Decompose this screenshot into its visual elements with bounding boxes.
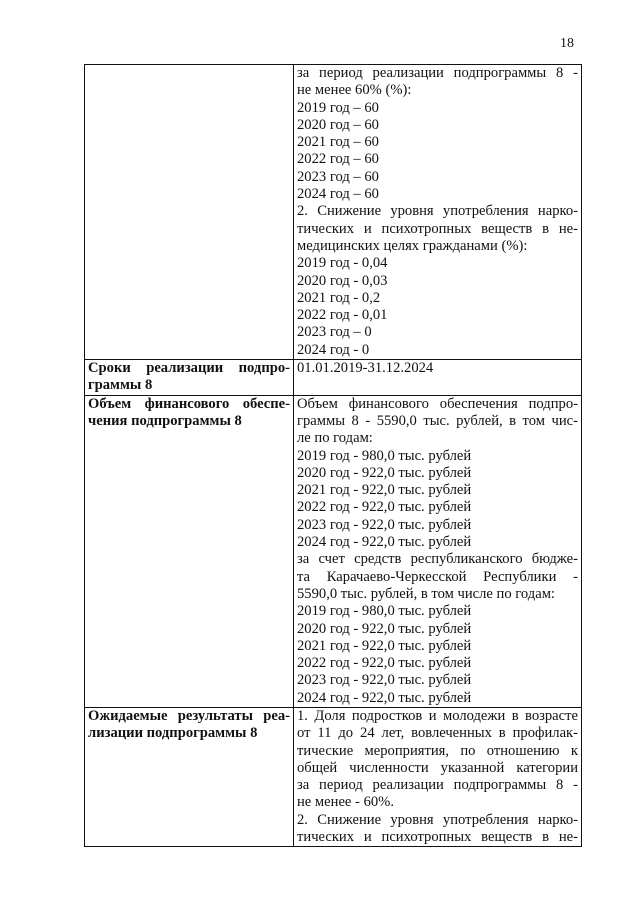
row-content-line: от 11 до 24 лет, вовлеченных в профилак-: [297, 725, 578, 742]
row-content-cell: [294, 395, 582, 707]
row-content-line: 2. Снижение уровня употребления нарко-: [297, 811, 578, 828]
expected-results-row: [85, 707, 582, 846]
row-content-line: 2020 год – 60: [297, 116, 379, 133]
row-content-line: граммы 8 - 5590,0 тыс. рублей, в том чис-: [297, 412, 578, 429]
row-content-line: 2019 год - 980,0 тыс. рублей: [297, 603, 472, 620]
row-content-line: 2019 год – 60: [297, 99, 379, 116]
row-content-cell: [294, 707, 582, 846]
row-content-line: 2023 год – 60: [297, 168, 379, 185]
row-content-line: 2. Снижение уровня употребления нарко-: [297, 203, 578, 220]
row-content-line: 2023 год - 922,0 тыс. рублей: [297, 672, 472, 689]
row-label-cell: [85, 65, 294, 360]
row-content-line: 5590,0 тыс. рублей, в том числе по годам:: [297, 585, 555, 602]
row-content-line: 2024 год - 0: [297, 341, 370, 358]
row-content-line: за период реализации подпрограммы 8 -: [297, 65, 578, 81]
row-content-line: 2024 год – 60: [297, 186, 379, 203]
row-content-line: 2022 год – 60: [297, 151, 379, 168]
row-content-line: 2021 год - 922,0 тыс. рублей: [297, 637, 472, 654]
row-label-cell: [85, 707, 294, 846]
indicators-continued-row: [85, 65, 582, 360]
row-content-line: 01.01.2019-31.12.2024: [297, 360, 434, 377]
row-content-line: за период реализации подпрограммы 8 -: [297, 777, 578, 794]
row-content-line: 2020 год - 922,0 тыс. рублей: [297, 464, 472, 481]
row-content-cell: [294, 65, 582, 360]
row-content-cell: [294, 360, 582, 396]
row-content-line: 2022 год - 922,0 тыс. рублей: [297, 655, 472, 672]
row-content-line: 2023 год – 0: [297, 324, 372, 341]
row-label-line: лизации подпрограммы 8: [88, 725, 258, 742]
row-content-line: 2024 год - 922,0 тыс. рублей: [297, 534, 472, 551]
passport-table: [84, 64, 582, 847]
row-content-line: 2024 год - 922,0 тыс. рублей: [297, 689, 472, 706]
row-content-line: за счет средств республиканского бюдже-: [297, 551, 578, 568]
row-content-line: 2023 год - 922,0 тыс. рублей: [297, 516, 472, 533]
row-content-line: 2021 год – 60: [297, 134, 379, 151]
row-content-line: Объем финансового обеспечения подпро-: [297, 395, 578, 412]
row-content-line: 2019 год - 980,0 тыс. рублей: [297, 447, 472, 464]
row-content-line: 1. Доля подростков и молодежи в возрасте: [297, 707, 578, 724]
row-content-line: тических и психотропных веществ в не-: [297, 829, 578, 846]
row-content-line: тические мероприятия, по отношению к: [297, 742, 578, 759]
row-content-line: не менее 60% (%):: [297, 82, 412, 99]
page-number: 18: [560, 36, 574, 51]
row-content-line: общей численности указанной категории: [297, 759, 578, 776]
row-content-line: не менее - 60%.: [297, 794, 394, 811]
row-content-line: 2020 год - 922,0 тыс. рублей: [297, 620, 472, 637]
row-label-line: Сроки реализации подпро-: [88, 360, 290, 377]
row-label-line: чения подпрограммы 8: [88, 412, 242, 429]
row-content-line: 2021 год - 922,0 тыс. рублей: [297, 482, 472, 499]
row-content-line: медицинских целях гражданами (%):: [297, 237, 528, 254]
row-content-line: ле по годам:: [297, 430, 373, 447]
implementation-period-row: [85, 360, 582, 396]
row-content-line: 2019 год - 0,04: [297, 255, 388, 272]
row-content-line: 2021 год - 0,2: [297, 289, 381, 306]
row-content-line: 2022 год - 922,0 тыс. рублей: [297, 499, 472, 516]
row-label-cell: [85, 360, 294, 396]
financing-volume-row: [85, 395, 582, 707]
row-label-line: граммы 8: [88, 377, 153, 394]
row-content-line: тических и психотропных веществ в не-: [297, 220, 578, 237]
row-label-cell: [85, 395, 294, 707]
row-content-line: та Карачаево-Черкесской Республики -: [297, 568, 578, 585]
row-content-line: 2022 год - 0,01: [297, 307, 388, 324]
row-label-line: Объем финансового обеспе-: [88, 395, 290, 412]
row-label-line: Ожидаемые результаты реа-: [88, 707, 290, 724]
row-content-line: 2020 год - 0,03: [297, 272, 388, 289]
